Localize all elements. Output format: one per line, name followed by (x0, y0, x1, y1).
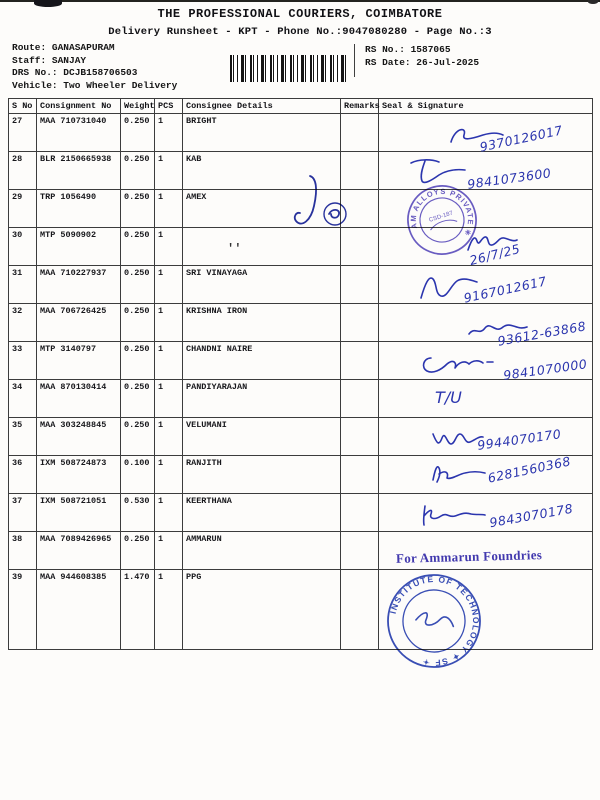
cell-signature (379, 304, 593, 349)
cell-remarks (341, 570, 379, 650)
vehicle-line: Vehicle: Two Wheeler Delivery (12, 79, 178, 91)
shipment-info (12, 42, 177, 92)
cell-signature (379, 380, 593, 418)
cell-weight: 0.100 (121, 456, 155, 494)
svg-text:INSTITUTE OF TECHNOLOGY ✦ SF ✦ (380, 566, 489, 675)
cell-sno: 32 (9, 304, 37, 342)
cell-pcs: 1 (155, 494, 183, 532)
cell-sno: 29 (9, 190, 37, 228)
cell-consignee: SRI VINAYAGA (183, 266, 341, 304)
cell-pcs: 1 (155, 152, 183, 190)
handwritten-phone: 9843070178 (488, 500, 575, 531)
cell-remarks (341, 380, 379, 418)
cell-sno: 39 (9, 570, 37, 650)
cell-sno: 28 (9, 152, 37, 190)
cell-remarks (341, 266, 379, 304)
table-header-row (9, 99, 593, 114)
cell-pcs: 1 (155, 304, 183, 342)
cell-signature (379, 494, 593, 532)
cell-sno: 30 (9, 228, 37, 266)
handwritten-phone: 9944070170 (476, 426, 563, 453)
stamp-inner-signature (415, 611, 454, 629)
table-row (9, 114, 593, 152)
cell-consignee: VELUMANI (183, 418, 341, 456)
rs-info (354, 44, 479, 77)
cell-remarks (341, 114, 379, 152)
cell-sno: 38 (9, 532, 37, 570)
cell-sno: 31 (9, 266, 37, 304)
handwritten-date: 26/7/25 (467, 240, 522, 269)
table-row (9, 304, 593, 342)
cell-pcs: 1 (155, 342, 183, 380)
signature-squiggle-icon (419, 502, 489, 528)
cell-signature (379, 266, 593, 304)
scan-artifact-top-edge (0, 0, 600, 2)
cell-weight: 1.470 (121, 570, 155, 650)
cell-consignment: MAA 710227937 (37, 266, 121, 304)
table-row (9, 418, 593, 456)
cell-weight: 0.530 (121, 494, 155, 532)
col-header-pcs: PCS (155, 99, 183, 114)
cell-signature (379, 342, 593, 383)
cell-consignment: TRP 1056490 (37, 190, 121, 228)
cell-consignee: AMEX (183, 190, 341, 228)
table-row (9, 570, 593, 650)
signature-squiggle-icon (417, 350, 497, 376)
cell-remarks (341, 494, 379, 532)
cell-consignment: MTP 3140797 (37, 342, 121, 380)
scan-artifact-corner (588, 0, 598, 4)
col-header-remarks: Remarks (341, 99, 379, 114)
cell-sno: 34 (9, 380, 37, 418)
handwritten-note: T/U (435, 388, 462, 407)
cell-signature (379, 453, 593, 494)
handwritten-phone: 9841073600 (466, 165, 553, 192)
col-header-consignment: Consignment No (37, 99, 121, 114)
cell-signature (379, 114, 593, 155)
cell-remarks (341, 456, 379, 494)
table-row (9, 342, 593, 380)
cell-sno: 36 (9, 456, 37, 494)
rs-date-line: RS Date: 26-Jul-2025 (365, 56, 480, 68)
route-line: Route: GANASAPURAM (12, 42, 115, 53)
handwritten-phone: 9370126017 (478, 122, 565, 155)
table-row (9, 380, 593, 418)
cell-pcs: 1 (155, 380, 183, 418)
cell-sno: 35 (9, 418, 37, 456)
cell-consignee: BRIGHT (183, 114, 341, 152)
col-header-seal: Seal & Signature (379, 99, 593, 114)
cell-consignee: KRISHNA IRON (183, 304, 341, 342)
cell-pcs: 1 (155, 456, 183, 494)
cell-pcs: 1 (155, 228, 183, 266)
cell-consignment: MAA 710731040 (37, 114, 121, 152)
cell-weight: 0.250 (121, 152, 155, 190)
cell-weight: 0.250 (121, 418, 155, 456)
cell-consignment: MTP 5090902 (37, 228, 121, 266)
cell-signature (379, 418, 593, 456)
signature-squiggle-icon (427, 460, 489, 486)
cell-consignment: MAA 706726425 (37, 304, 121, 342)
cell-consignment: MAA 944608385 (37, 570, 121, 650)
cell-remarks (341, 304, 379, 342)
cell-pcs: 1 (155, 570, 183, 650)
cell-sno: 33 (9, 342, 37, 380)
cell-consignee: CHANDNI NAIRE (183, 342, 341, 380)
stamp-arc-text: AM ALLOYS PRIVATE ✳ (408, 186, 476, 239)
cell-consignee: KEERTHANA (183, 494, 341, 532)
cell-pcs: 1 (155, 190, 183, 228)
cell-consignment: IXM 508721051 (37, 494, 121, 532)
cell-pcs: 1 (155, 114, 183, 152)
col-header-consignee: Consignee Details (183, 99, 341, 114)
handwritten-phone: 6281560368 (486, 453, 573, 486)
cell-consignee: AMMARUN (183, 532, 341, 570)
cell-pcs: 1 (155, 532, 183, 570)
handwritten-phone: 93612-63868 (496, 318, 588, 349)
cell-weight: 0.250 (121, 304, 155, 342)
table-row (9, 494, 593, 532)
cell-signature (379, 152, 593, 190)
stamp-arc-text: INSTITUTE OF TECHNOLOGY ✦ SF ✦ (387, 573, 482, 669)
stamp-code-text: CSD-187 (428, 210, 454, 224)
cell-consignee: RANJITH (183, 456, 341, 494)
cell-consignment: MAA 870130414 (37, 380, 121, 418)
cell-weight: 0.250 (121, 532, 155, 570)
barcode (230, 55, 346, 82)
cell-consignment: MAA 303248845 (37, 418, 121, 456)
staff-line: Staff: SANJAY (12, 54, 87, 66)
for-company-stamp-text: For Ammarun Foundries (395, 547, 543, 566)
cell-consignment: IXM 508724873 (37, 456, 121, 494)
cell-consignee: KAB (183, 152, 341, 190)
cell-remarks (341, 418, 379, 456)
handwritten-phone: 9167012617 (462, 273, 549, 306)
scan-artifact-blob (34, 0, 62, 7)
cell-weight: 0.250 (121, 114, 155, 152)
cell-remarks (341, 532, 379, 570)
cell-weight: 0.250 (121, 380, 155, 418)
page-subtitle: Delivery Runsheet - KPT - Phone No.:9047080280 - Page No.:3 (108, 26, 492, 38)
drs-number-line: DRS No.: DCJB158706503 (12, 67, 138, 78)
cell-sno: 27 (9, 114, 37, 152)
institute-stamp (376, 563, 492, 679)
cell-consignee: PANDIYARAJAN (183, 380, 341, 418)
page-title: THE PROFESSIONAL COURIERS, COIMBATORE (157, 7, 443, 21)
rs-number-line: RS No.: 1587065 (365, 44, 451, 55)
cell-weight: 0.250 (121, 228, 155, 266)
table-row (9, 456, 593, 494)
cell-weight: 0.250 (121, 266, 155, 304)
col-header-weight: Weight (121, 99, 155, 114)
col-header-sno: S No (9, 99, 37, 114)
cell-pcs: 1 (155, 266, 183, 304)
cell-consignee: PPG (183, 570, 341, 650)
handwritten-phone: 9841070000 (502, 356, 589, 383)
cell-remarks (341, 342, 379, 380)
cell-pcs: 1 (155, 418, 183, 456)
cell-weight: 0.250 (121, 342, 155, 380)
table-row (9, 266, 593, 304)
cell-consignment: BLR 2150665938 (37, 152, 121, 190)
ditto-marks: '' (227, 242, 242, 256)
cell-sno: 37 (9, 494, 37, 532)
header-info-block (8, 42, 592, 96)
cell-weight: 0.250 (121, 190, 155, 228)
cell-consignment: MAA 7089426965 (37, 532, 121, 570)
handwritten-j-mark (290, 172, 360, 242)
